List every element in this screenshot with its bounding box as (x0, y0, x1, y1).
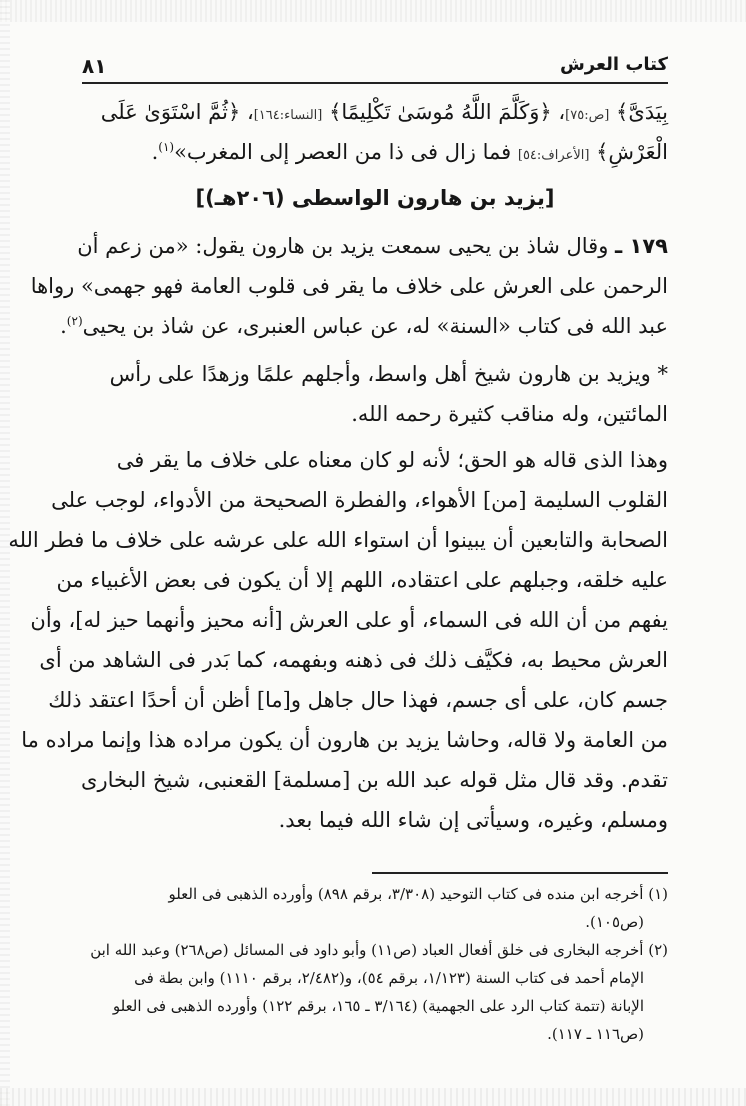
text-line: جسم كان، على أى جسم، فهذا حال جاهل و[ما] أظن أن أحدًا اعتقد ذلك (48, 688, 668, 712)
verse-text: الْعَرْشِ﴾ (596, 140, 668, 164)
paragraph-179 (30, 226, 668, 346)
footnote-line: الإمام أحمد فى كتاب السنة (١/١٢٣، برقم ٥٤)، و(٢/٤٨٢، برقم ١١١٠) وابن بطة فى (134, 969, 644, 987)
text-line: الصحابة والتابعين أن يبينوا أن استواء الله على عرشه على خلاف ما فطر الله (8, 528, 668, 552)
header-rule (82, 82, 668, 84)
verse-text: ﴿ثُمَّ اسْتَوَىٰ عَلَى (100, 100, 241, 124)
text-line: عبد الله فى كتاب «السنة» له، عن عباس العنبرى، عن شاذ بن يحيى$^{(٢)}$. (60, 314, 668, 338)
scan-artifact-bottom (0, 1088, 746, 1106)
text-line: المائتين، وله مناقب كثيرة رحمه الله. (351, 402, 668, 426)
text-line: القلوب السليمة [من] الأهواء، والفطرة الصحيحة من الأدواء، لوجب على (51, 488, 668, 512)
text-line: وهذا الذى قاله هو الحق؛ لأنه لو كان معناه على خلاف ما يقر فى (116, 448, 668, 472)
footnote-marker: (١) (158, 140, 175, 154)
page-number: ٨١ (82, 54, 107, 78)
footnote-line: الإبانة (تتمة كتاب الرد على الجهمية) (٣/١٦٤ ـ ١٦٥، برقم ١٢٢) وأورده الذهبى فى العلو (112, 997, 644, 1015)
scan-artifact-top (0, 0, 746, 22)
footnote-line: (٢) أخرجه البخارى فى خلق أفعال العباد (ص١١) وأبو داود فى المسائل (ص٢٦٨) وعبد الله ابن (90, 941, 668, 959)
text-line (77, 226, 668, 266)
text-line: * ويزيد بن هارون شيخ أهل واسط، وأجلهم علمًا وزهدًا على رأس (109, 362, 668, 386)
entry-number: ١٧٩ ـ (615, 234, 668, 258)
running-title: كتاب العرش (559, 54, 668, 75)
page-header (82, 54, 668, 80)
section-heading: [يزيد بن هارون الواسطى (٢٠٦هـ)] (195, 186, 555, 210)
footnote-line: (ص١١٦ ـ ١١٧). (547, 1025, 644, 1043)
verse-ref: [ص:٧٥] (565, 108, 610, 123)
verse-ref: [الأعراف:٥٤] (517, 148, 590, 163)
paragraph-commentary (8, 440, 668, 840)
footnotes (82, 880, 668, 1048)
text: عبد الله فى كتاب «السنة» له، عن عباس العنبرى، عن شاذ بن يحيى (82, 314, 668, 338)
paragraph-quran-continuation (82, 92, 668, 172)
text-line: الْعَرْشِ﴾ [الأعراف:٥٤] فما زال فى ذا من العصر إلى المغرب»$^{(١)}$. (151, 140, 668, 164)
footnote-separator (372, 872, 668, 874)
footnote-marker: (٢) (66, 314, 83, 328)
text-line: العرش محيط به، فكيَّف ذلك فى ذهنه وبفهمه، كما بَدر فى الشاهد من أى (39, 648, 668, 672)
text-line: ومسلم، وغيره، وسيأتى إن شاء الله فيما بعد. (278, 808, 668, 832)
verse-text: بِيَدَىَّ﴾ (616, 100, 668, 124)
text-line: عليه خلقه، وجبلهم على اعتقاده، اللهم إلا أن يكون فى بعض الأغبياء من (56, 568, 668, 592)
text: فما زال فى ذا من العصر إلى المغرب» (174, 140, 512, 164)
footnote-line: (ص١٠٥). (585, 913, 644, 931)
text: وقال شاذ بن يحيى سمعت يزيد بن هارون يقول: «من زعم أن (77, 234, 609, 258)
footnote-line: (١) أخرجه ابن منده فى كتاب التوحيد (٣/٣٠٨، برقم ٨٩٨) وأورده الذهبى فى العلو (168, 885, 668, 903)
verse-text: ﴿وَكَلَّمَ اللَّهُ مُوسَىٰ تَكْلِيمًا﴾ (329, 100, 552, 124)
paragraph-biography (82, 354, 668, 434)
text-line: الرحمن على العرش على خلاف ما يقر فى قلوب العامة فهو جهمى» رواها (30, 274, 668, 298)
text-line: تقدم. وقد قال مثل قوله عبد الله بن [مسلمة] القعنبى، شيخ البخارى (81, 768, 668, 792)
verse-ref: [النساء:١٦٤] (253, 108, 323, 123)
text-line: من العامة ولا قاله، وحاشا يزيد بن هارون أن يكون مراده هذا وإنما مراده ما (21, 728, 668, 752)
text-line: بِيَدَىَّ﴾ [ص:٧٥]، ﴿وَكَلَّمَ اللَّهُ مُوسَىٰ تَكْلِيمًا﴾ [النساء:١٦٤]، ﴿ثُمَّ اسْتَوَىٰ عَلَى (100, 100, 668, 124)
text-line: يفهم من أن الله فى السماء، أو على العرش [أنه محيز وأنهما حيز له]، وأن (30, 608, 668, 632)
